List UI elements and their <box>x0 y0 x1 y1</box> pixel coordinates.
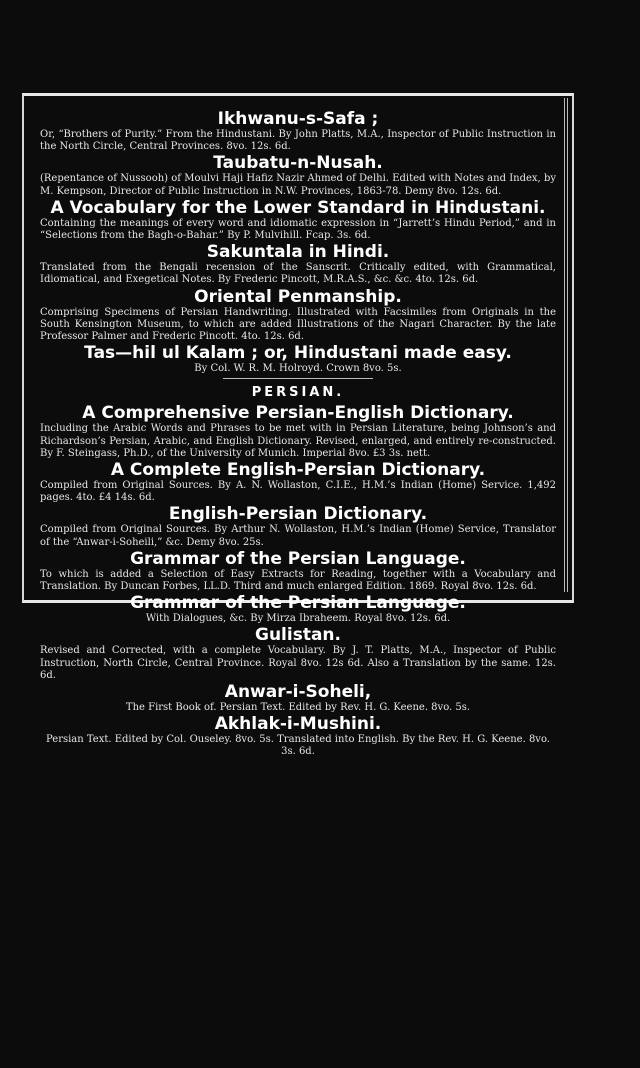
entry-description: Including the Arabic Words and Phrases to be met with in Persian Literature, being Johnson’s and Richardson’s Persian, Arabic, and English Dictionary. Revised, enlarged, and entirely re-constructed. By F. Steingass, Ph.D., of the University of Munich. Imperial 8vo. £3 3s. nett. <box>40 423 556 459</box>
entry-title: A Vocabulary for the Lower Standard in Hindustani. <box>50 197 546 218</box>
entry-gulistan <box>40 626 556 682</box>
entry-description: Or, “Brothers of Purity.” From the Hindustani. By John Platts, M.A., Inspector of Public Instruction in the North Circle, Central Provinces. 8vo. 12s. 6d. <box>40 129 556 153</box>
entry-description: Compiled from Original Sources. By Arthur N. Wollaston, H.M.’s Indian (Home) Service, Translator of the “Anwar-i-Soheili,” &c. Demy 8vo. 25s. <box>40 524 556 548</box>
entry-oriental-penmanship <box>40 288 556 344</box>
entry-description: Comprising Specimens of Persian Handwriting. Illustrated with Facsimiles from Originals in the South Kensington Museum, to which are added Illustrations of the Nagari Character. By the late Professor Palmer and Frederic Pincott. 4to. 12s. 6d. <box>40 306 556 343</box>
entry-description: By Col. W. R. M. Holroyd. Crown 8vo. 5s. <box>194 363 402 375</box>
entry-akhlak-i-mushini <box>40 715 556 758</box>
entry-title: Taubatu-n-Nusah. <box>213 153 383 174</box>
entry-persian-grammar-forbes <box>40 550 556 593</box>
entry-title: English-Persian Dictionary. <box>168 504 428 525</box>
entry-english-persian-dictionary <box>40 505 556 548</box>
entry-description: To which is added a Selection of Easy Extracts for Reading, together with a Vocabulary and Translation. By Duncan Forbes, LL.D. Third and much enlarged Edition. 1869. Royal 8vo. 12s. 6d. <box>40 568 556 593</box>
entry-description: With Dialogues, &c. By Mirza Ibraheem. Royal 8vo. 12s. 6d. <box>145 613 451 625</box>
entry-hindustani-vocabulary <box>40 199 556 242</box>
entry-taubatu-n-nusah <box>40 154 556 197</box>
entry-description: (Repentance of Nussooh) of Moulvi Haji Hafiz Nazir Ahmed of Delhi. Edited with Notes and Index, by M. Kempson, Director of Public Instruction in N.W. Provinces, 1863-78. Demy 8vo. 12s. 6d. <box>40 173 556 197</box>
entry-anwar-i-soheli <box>40 683 556 714</box>
entry-title: Grammar of the Persian Language. <box>130 593 466 614</box>
entry-title: Ikhwanu-s-Safa ; <box>217 109 379 129</box>
entry-title: Akhlak-i-Mushini. <box>214 714 382 735</box>
entry-persian-grammar-ibraheem <box>40 594 556 625</box>
entry-description: The First Book of. Persian Text. Edited by Rev. H. G. Keene. 8vo. 5s. <box>125 702 471 714</box>
entry-ikhwanu-s-safa <box>40 110 556 153</box>
entry-title: Gulistan. <box>255 625 341 646</box>
entry-title: Tas—hil ul Kalam ; or, Hindustani made easy. <box>84 343 512 364</box>
entry-title: A Comprehensive Persian-English Dictionary. <box>82 403 514 424</box>
entry-description: Revised and Corrected, with a complete Vocabulary. By J. T. Platts, M.A., Inspector of Public Instruction, North Circle, Central Province. Royal 8vo. 12s 6d. Also a Translation by the same. 12s. 6d. <box>40 645 556 681</box>
entry-persian-english-dictionary <box>40 404 556 460</box>
entry-title: A Complete English-Persian Dictionary. <box>110 460 486 481</box>
entry-description: Translated from the Bengali recension of the Sanscrit. Critically edited, with Grammatical, Idiomatical, and Exegetical Notes. By Frederic Pincott, M.R.A.S., &c. &c. 4to. 12s. 6d. <box>40 262 556 286</box>
entry-complete-english-persian-dictionary <box>40 461 556 504</box>
entry-description: Compiled from Original Sources. By A. N. Wollaston, C.I.E., H.M.’s Indian (Home) Service. 1,492 pages. 4to. £4 14s. 6d. <box>40 480 556 504</box>
entry-title: Anwar-i-Soheli, <box>224 682 372 703</box>
entry-title: Grammar of the Persian Language. <box>130 548 466 569</box>
entry-description: Containing the meanings of every word and idiomatic expression in “Jarrett’s Hindu Period,” and in “Selections from the Bagh-o-Bahar.” By P. Mulvihill. Fcap. 3s. 6d. <box>40 217 556 242</box>
entry-title: Oriental Penmanship. <box>194 286 402 307</box>
entry-title: Sakuntala in Hindi. <box>206 242 390 263</box>
section-heading-persian: PERSIAN. <box>251 385 345 401</box>
section-divider <box>223 378 373 379</box>
entry-sakuntala-in-hindi <box>40 243 556 286</box>
catalogue-page <box>40 110 556 760</box>
entry-description: Persian Text. Edited by Col. Ouseley. 8vo. 5s. Translated into English. By the Rev. H. G. Keene. 8vo. 3s. 6d. <box>46 734 550 758</box>
entry-tas-hil-ul-kalam <box>40 344 556 375</box>
